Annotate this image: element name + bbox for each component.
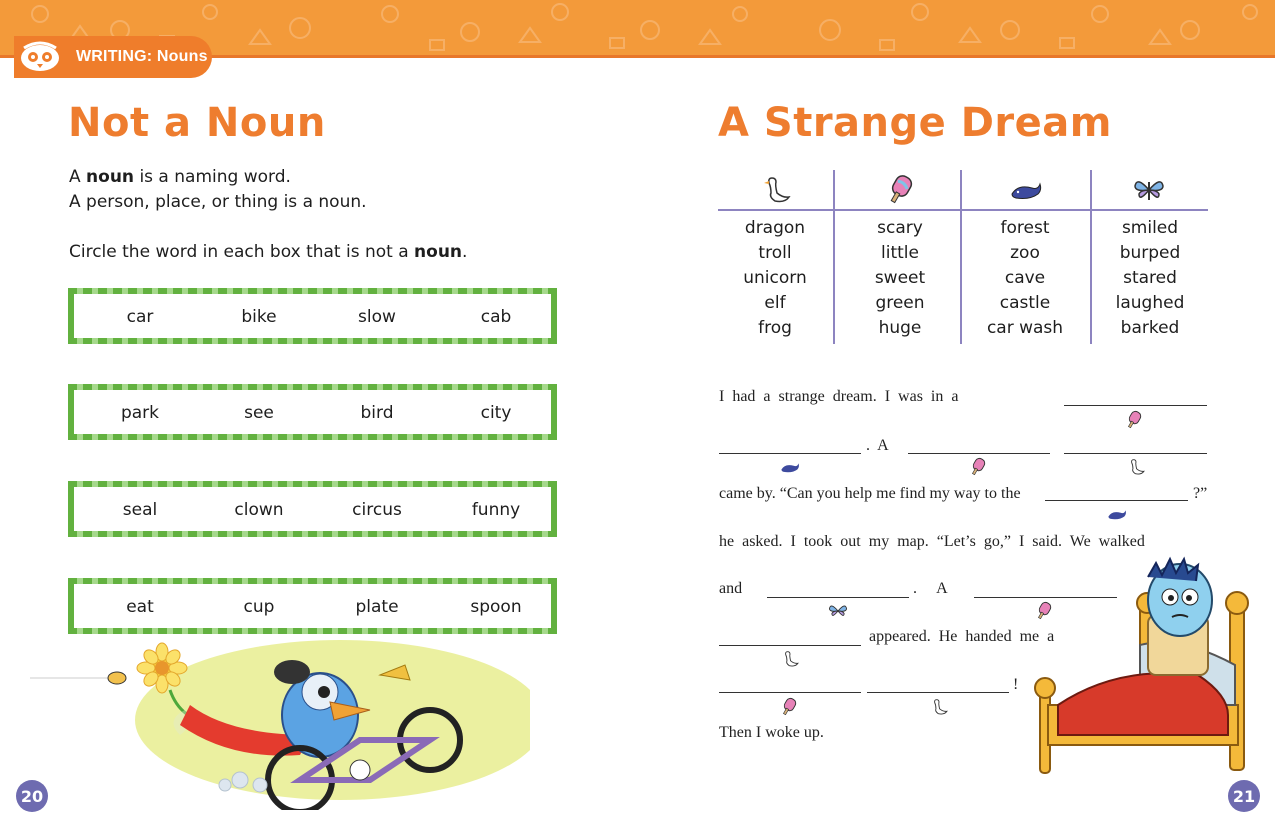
word-bank-item: unicorn: [743, 268, 807, 288]
blank-line[interactable]: [908, 453, 1050, 454]
word-bank-item: car wash: [986, 318, 1064, 338]
word-option[interactable]: car: [126, 307, 154, 327]
intro-text: A: [69, 167, 87, 187]
word-option[interactable]: seal: [122, 500, 158, 520]
instruction-text: Circle the word in each box that is not a: [69, 242, 415, 262]
word-bank-item: zoo: [1010, 243, 1040, 263]
popsicle-icon: [884, 172, 920, 208]
story-line-3: came by. “Can you help me find my way to the: [719, 485, 1021, 502]
bird-on-bike-illustration: [30, 640, 530, 810]
word-option[interactable]: see: [244, 403, 274, 423]
popsicle-icon: [1123, 409, 1147, 431]
intro-line-1: [69, 167, 291, 187]
goose-icon: [1124, 456, 1148, 478]
word-option[interactable]: cab: [480, 307, 512, 327]
word-option[interactable]: city: [480, 403, 512, 423]
word-option[interactable]: cup: [243, 597, 275, 617]
blank-line[interactable]: [1064, 405, 1207, 406]
goose-icon: [927, 696, 951, 718]
page-number-left: 20: [16, 780, 48, 812]
word-option[interactable]: circus: [352, 500, 402, 520]
word-bank-item: green: [875, 293, 925, 313]
butterfly-icon: [826, 600, 850, 622]
word-bank-item: sweet: [874, 268, 926, 288]
whale-icon: [778, 456, 802, 478]
section-label: WRITING: Nouns: [76, 48, 208, 65]
word-option[interactable]: park: [120, 403, 160, 423]
word-bank-item: scary: [877, 218, 923, 238]
story-line-7-end: !: [1013, 676, 1019, 693]
word-column-adjectives: [839, 216, 961, 341]
page-number-right: 21: [1228, 780, 1260, 812]
word-box-3: [68, 481, 557, 537]
word-bank-item: little: [881, 243, 919, 263]
word-column-nouns: [714, 216, 836, 341]
word-option[interactable]: eat: [126, 597, 154, 617]
intro-line-2: A person, place, or thing is a noun.: [69, 192, 367, 212]
owl-logo-icon: [18, 40, 62, 74]
word-box-4: [68, 578, 557, 634]
blank-line[interactable]: [719, 453, 861, 454]
word-bank-item: burped: [1119, 243, 1181, 263]
word-option[interactable]: plate: [355, 597, 399, 617]
word-bank-item: castle: [999, 293, 1051, 313]
whale-icon: [1105, 503, 1129, 525]
story-line-8: Then I woke up.: [719, 724, 824, 741]
butterfly-icon: [1131, 172, 1167, 208]
story-line-3-end: ?”: [1193, 485, 1208, 502]
word-bank-item: barked: [1120, 318, 1180, 338]
story-line-1: I had a strange dream. I was in a: [719, 388, 959, 405]
right-page-title: A Strange Dream: [718, 100, 1112, 146]
intro-bold-word: noun: [86, 167, 135, 187]
story-line-5: and: [719, 580, 743, 597]
story-line-4: he asked. I took out my map. “Let’s go,” I said. We walked: [719, 533, 1145, 550]
blank-line[interactable]: [767, 597, 909, 598]
goose-icon: [758, 172, 794, 208]
story-line-2: . A: [866, 437, 889, 454]
section-tab: [14, 36, 212, 78]
story-line-5-mid: . A: [913, 580, 948, 597]
instruction-text: .: [462, 242, 468, 262]
instruction-bold-word: noun: [414, 242, 463, 262]
instruction: [69, 242, 467, 262]
popsicle-icon: [967, 456, 991, 478]
word-box-2: [68, 384, 557, 440]
intro-text: is a naming word.: [134, 167, 291, 187]
popsicle-icon: [778, 696, 802, 718]
word-column-verbs: [1089, 216, 1211, 341]
blank-line[interactable]: [867, 692, 1009, 693]
blank-line[interactable]: [719, 692, 861, 693]
word-option[interactable]: bike: [241, 307, 277, 327]
word-bank-item: huge: [878, 318, 922, 338]
word-bank-item: smiled: [1121, 218, 1179, 238]
word-bank-item: elf: [764, 293, 786, 313]
goose-icon: [778, 648, 802, 670]
word-bank-item: cave: [1004, 268, 1046, 288]
word-bank-item: dragon: [744, 218, 806, 238]
table-divider: [718, 209, 1208, 211]
left-page-title: Not a Noun: [68, 100, 326, 146]
word-option[interactable]: funny: [471, 500, 521, 520]
word-option[interactable]: slow: [358, 307, 396, 327]
word-bank-item: forest: [1000, 218, 1050, 238]
word-option[interactable]: bird: [360, 403, 394, 423]
word-box-1: [68, 288, 557, 344]
word-bank-table: [718, 168, 1208, 344]
word-column-places: [964, 216, 1086, 341]
word-bank-item: frog: [758, 318, 792, 338]
whale-icon: [1008, 172, 1044, 208]
word-option[interactable]: clown: [234, 500, 284, 520]
blank-line[interactable]: [1064, 453, 1207, 454]
word-option[interactable]: spoon: [470, 597, 522, 617]
boy-in-bed-illustration: [1030, 555, 1260, 780]
blank-line[interactable]: [719, 645, 861, 646]
word-bank-item: stared: [1123, 268, 1177, 288]
story-line-6: appeared. He handed me a: [869, 628, 1055, 645]
blank-line[interactable]: [1045, 500, 1188, 501]
word-bank-item: troll: [758, 243, 792, 263]
word-bank-item: laughed: [1115, 293, 1185, 313]
